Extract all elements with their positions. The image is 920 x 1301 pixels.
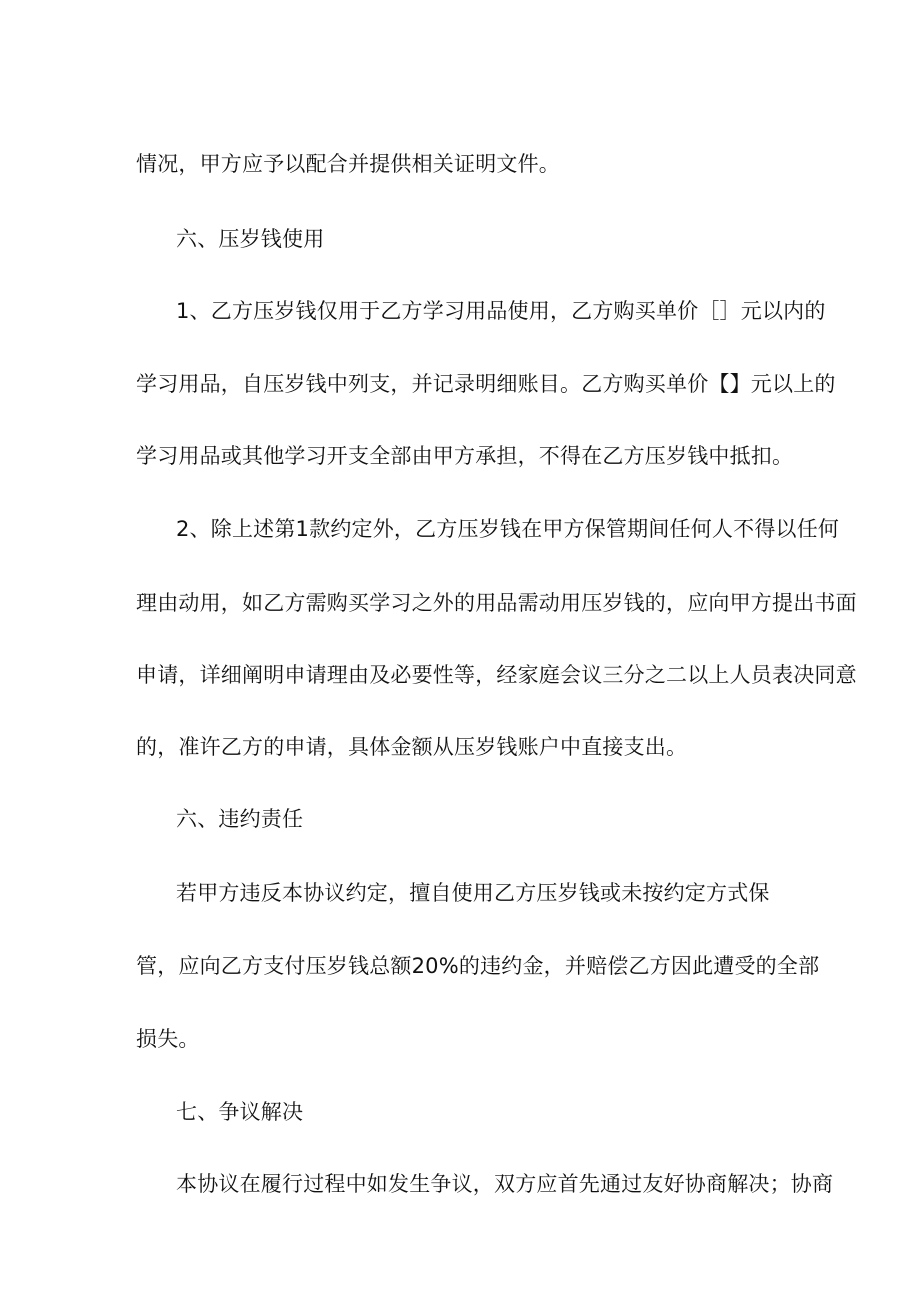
text-line: 损失。 <box>136 1027 200 1051</box>
text-line: 学习用品或其他学习开支全部由甲方承担，不得在乙方压岁钱中抵扣。 <box>136 444 794 468</box>
text-line: 理由动用，如乙方需购买学习之外的用品需动用压岁钱的，应向甲方提出书面 <box>136 591 857 615</box>
section-heading: 六、压岁钱使用 <box>176 227 325 251</box>
text-line: 2、除上述第1款约定外，乙方压岁钱在甲方保管期间任何人不得以任何 <box>176 517 840 541</box>
section-heading: 七、争议解决 <box>176 1100 304 1124</box>
text-line: 管，应向乙方支付压岁钱总额20%的违约金，并赔偿乙方因此遭受的全部 <box>136 954 820 978</box>
text-line: 学习用品，自压岁钱中列支，并记录明细账目。乙方购买单价【】元以上的 <box>136 372 836 396</box>
text-line: 的，准许乙方的申请，具体金额从压岁钱账户中直接支出。 <box>136 735 688 759</box>
text-line: 本协议在履行过程中如发生争议，双方应首先通过友好协商解决；协商 <box>176 1172 834 1196</box>
text-line: 1、乙方压岁钱仅用于乙方学习用品使用，乙方购买单价［］元以内的 <box>176 299 826 323</box>
text-line: 申请，详细阐明申请理由及必要性等，经家庭会议三分之二以上人员表决同意 <box>136 663 857 687</box>
text-line: 情况，甲方应予以配合并提供相关证明文件。 <box>136 152 560 176</box>
text-line: 若甲方违反本协议约定，擅自使用乙方压岁钱或未按约定方式保 <box>176 881 770 905</box>
section-heading: 六、违约责任 <box>176 807 304 831</box>
